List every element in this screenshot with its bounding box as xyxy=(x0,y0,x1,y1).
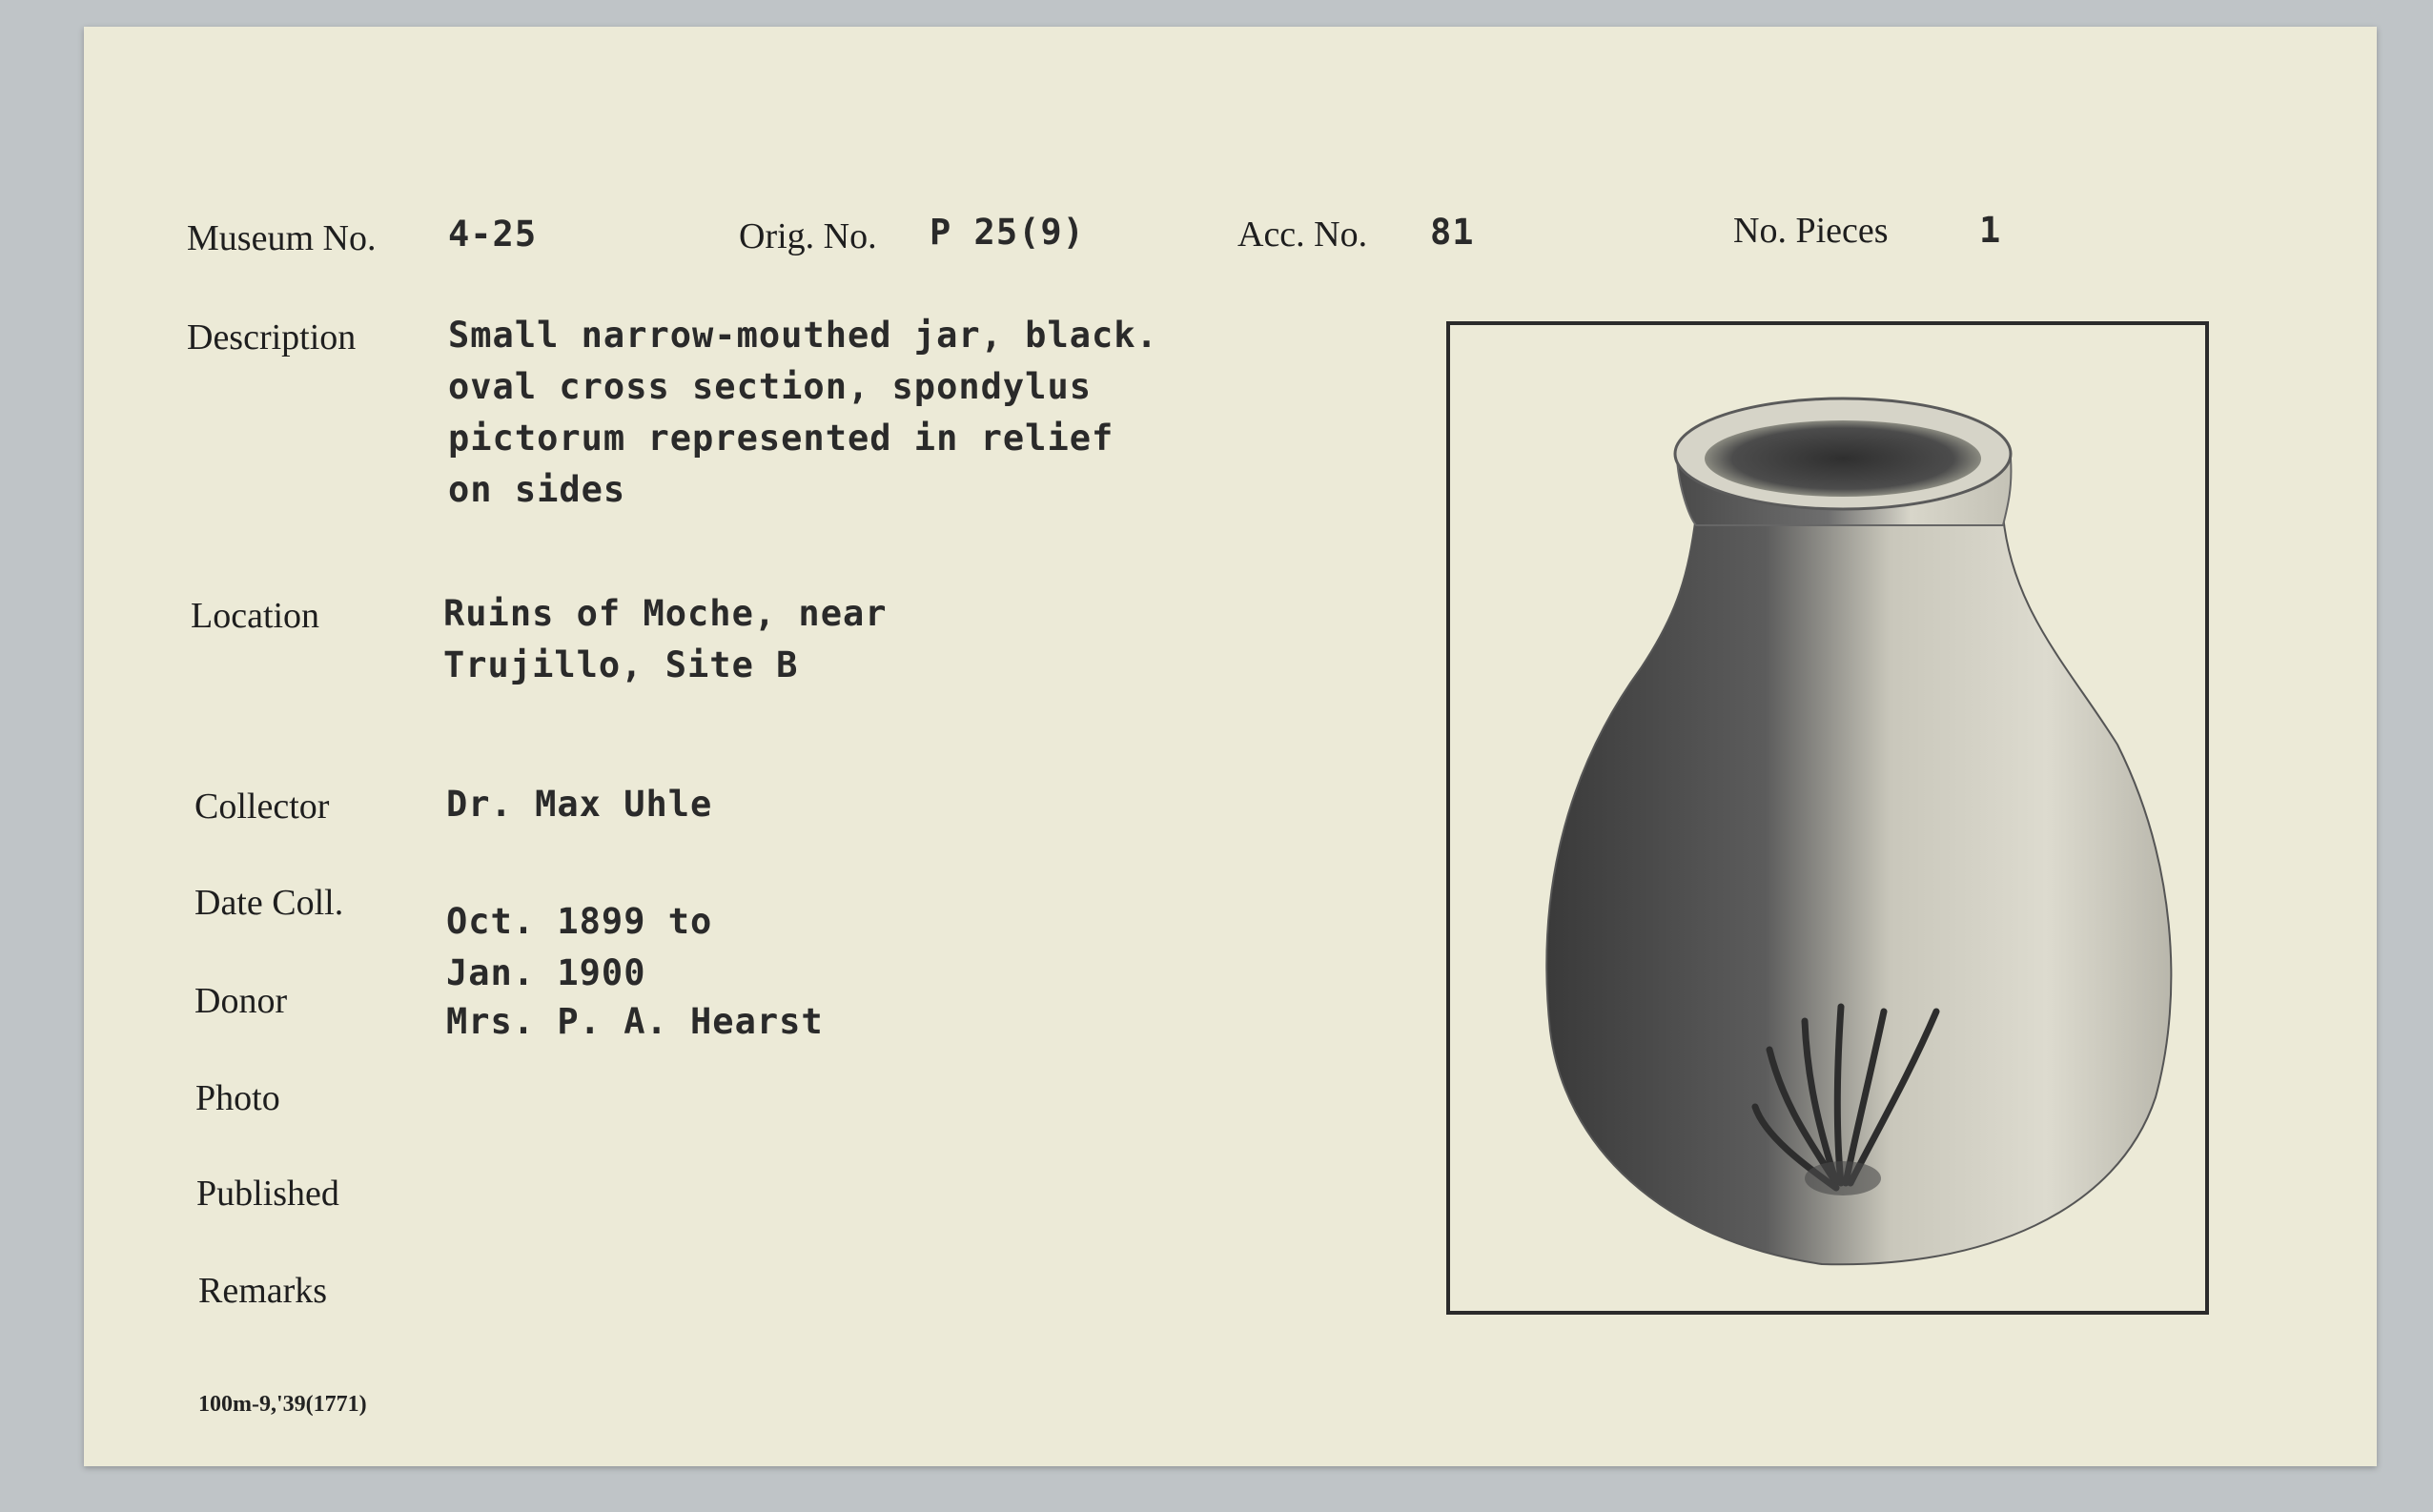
date-line: Jan. 1900 xyxy=(446,952,646,993)
museum-no-label: Museum No. xyxy=(187,218,377,258)
collector-value: Dr. Max Uhle xyxy=(446,784,713,825)
location-line: Trujillo, Site B xyxy=(443,644,799,685)
remarks-label: Remarks xyxy=(198,1271,328,1311)
donor-label: Donor xyxy=(194,981,288,1021)
jar-sketch xyxy=(1450,325,2205,1311)
jar-mouth xyxy=(1705,420,1981,497)
jar-body xyxy=(1546,516,2171,1264)
date-coll-label: Date Coll. xyxy=(194,883,344,923)
photo-label: Photo xyxy=(195,1078,280,1118)
no-pieces-label: No. Pieces xyxy=(1733,211,1889,251)
donor-value: Mrs. P. A. Hearst xyxy=(446,1001,824,1042)
museum-no-value: 4-25 xyxy=(448,214,538,255)
description-line: on sides xyxy=(448,469,626,510)
orig-no-label: Orig. No. xyxy=(739,216,877,256)
description-label: Description xyxy=(187,317,357,358)
footer-code: 100m-9,'39(1771) xyxy=(198,1392,367,1417)
date-line: Oct. 1899 to xyxy=(446,901,713,942)
description-line: oval cross section, spondylus xyxy=(448,366,1093,407)
illustration-frame xyxy=(1446,321,2209,1315)
orig-no-value: P 25(9) xyxy=(930,212,1085,253)
description-value xyxy=(448,310,1158,516)
location-line: Ruins of Moche, near xyxy=(443,593,888,634)
acc-no-label: Acc. No. xyxy=(1237,215,1368,255)
collector-label: Collector xyxy=(194,787,330,827)
date-coll-value xyxy=(446,896,712,999)
no-pieces-value: 1 xyxy=(1979,210,2002,251)
location-label: Location xyxy=(191,596,320,636)
description-line: Small narrow-mouthed jar, black. xyxy=(448,315,1158,356)
location-value xyxy=(443,588,888,691)
acc-no-value: 81 xyxy=(1430,212,1475,253)
description-line: pictorum represented in relief xyxy=(448,418,1114,459)
published-label: Published xyxy=(196,1174,339,1214)
